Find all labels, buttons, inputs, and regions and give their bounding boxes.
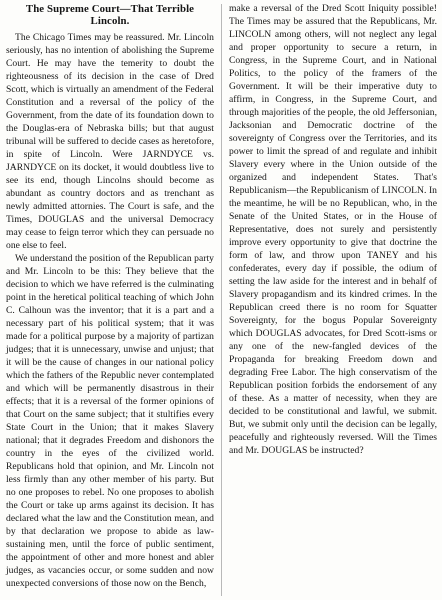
paragraph-2: We understand the position of the Republican party and Mr. Lincoln to be this: They believe that the decision to which we have referred is the culminating point in the heretical political teaching of which John C. Calhoun was the inventor; that it is a part and a necessary part of his political system; that it was made for a political purpose by a majority of partizan judges; that it is unnecessary, unwise and unjust; that it will be the cause of changes in our national policy which the fathers of the Republic never contemplated and which will be permanently disastrous in their effects; that it is a reversal of the former opinions of that Court on the same subject; that it stultifies every State Court in the Union; that it makes Slavery national; that it degrades Freedom and dishonors the country in the eyes of the civilized world. Republicans hold that opinion, and Mr. Lincoln not less firmly than any other member of his party. But no one proposes to rebel. No one proposes to abolish the Court or take up arms against its decision. It has declared what the law and the Constitution mean, and by that declaration we propose to abide as law-sustaining men, until the force of public sentiment, the appointment of other and more honest and abler judges, as vacancies occur, or some sudden and now unexpected conversions of those now on the Bench,: [6, 253, 214, 589]
paragraph-2-continued: make a reversal of the Dred Scott Iniquity possible! The Times may be assured that the Republicans, Mr. LINCOLN among others, will not neglect any legal and proper opportunity to secure a return, in Congress, in the Supreme Court, and in National Politics, to the policy of the framers of the Government. It will be their imperative duty to affirm, in Congress, in the Supreme Court, and through majorities of the people, the old Jeffersonian, Jacksonian and Democratic doctrine of the sovereignty of Congress over the Territories, and its power to limit the spread of and regulate and inhibit Slavery every where in the Union outside of the organized and independent States. That's Republicanism—the Republicanism of LINCOLN. In the meantime, he will be no Republican, who, in the Senate of the United States, or in the House of Representative, does not surely and persistently improve every opportunity to give that doctrine the form of law, and throw upon TANEY and his confederates, every day if possible, the odium of setting the law aside for the interest and in behalf of Slavery propagandism and its kindred crimes. In the Republican creed there is no room for Squatter Sovereignty, for the bogus Popular Sovereignty which DOUGLAS advocates, for Dred Scott-isms or any one of the new-fangled devices of the Propaganda for breaking Freedom down and degrading Free Labor. The high conservatism of the Republican position forbids the endorsement of any of these. As a matter of necessity, when they are decided to be constitutional and lawful, we submit. But, we submit only until the decision can be legally, peacefully and righteously reversed. Will the Times and Mr. DOUGLAS be instructed?: [229, 3, 437, 456]
left-column: [6, 2, 214, 590]
paragraph-1: The Chicago Times may be reassured. Mr. Lincoln seriously, has no intention of abolishing the Supreme Court. He may have the temerity to doubt the righteousness of its decision in the case of Dred Scott, which is virtually an amendment of the Federal Constitution and a reversal of the policy of the Government, from the date of its foundation down to the Douglas-era of Nebraska bills; but that august tribunal will be suffered to decide cases as heretofore, in spite of Lincoln. Were JARNDYCE vs. JARNDYCE on its docket, it would doubtless live to see its end, though Lincolns should become as abundant as country doctors and as trenchant as newly admitted attornies. The Court is safe, and the Times, DOUGLAS and the universal Democracy may cease to feign terror which they can persuade no one else to feel.: [6, 32, 214, 251]
article-headline: [6, 3, 214, 27]
headline-line-1: The Supreme Court—That Terrible: [25, 3, 195, 15]
headline-line-2: Lincoln.: [90, 15, 130, 27]
right-column: [229, 2, 437, 457]
column-divider: [221, 4, 222, 596]
